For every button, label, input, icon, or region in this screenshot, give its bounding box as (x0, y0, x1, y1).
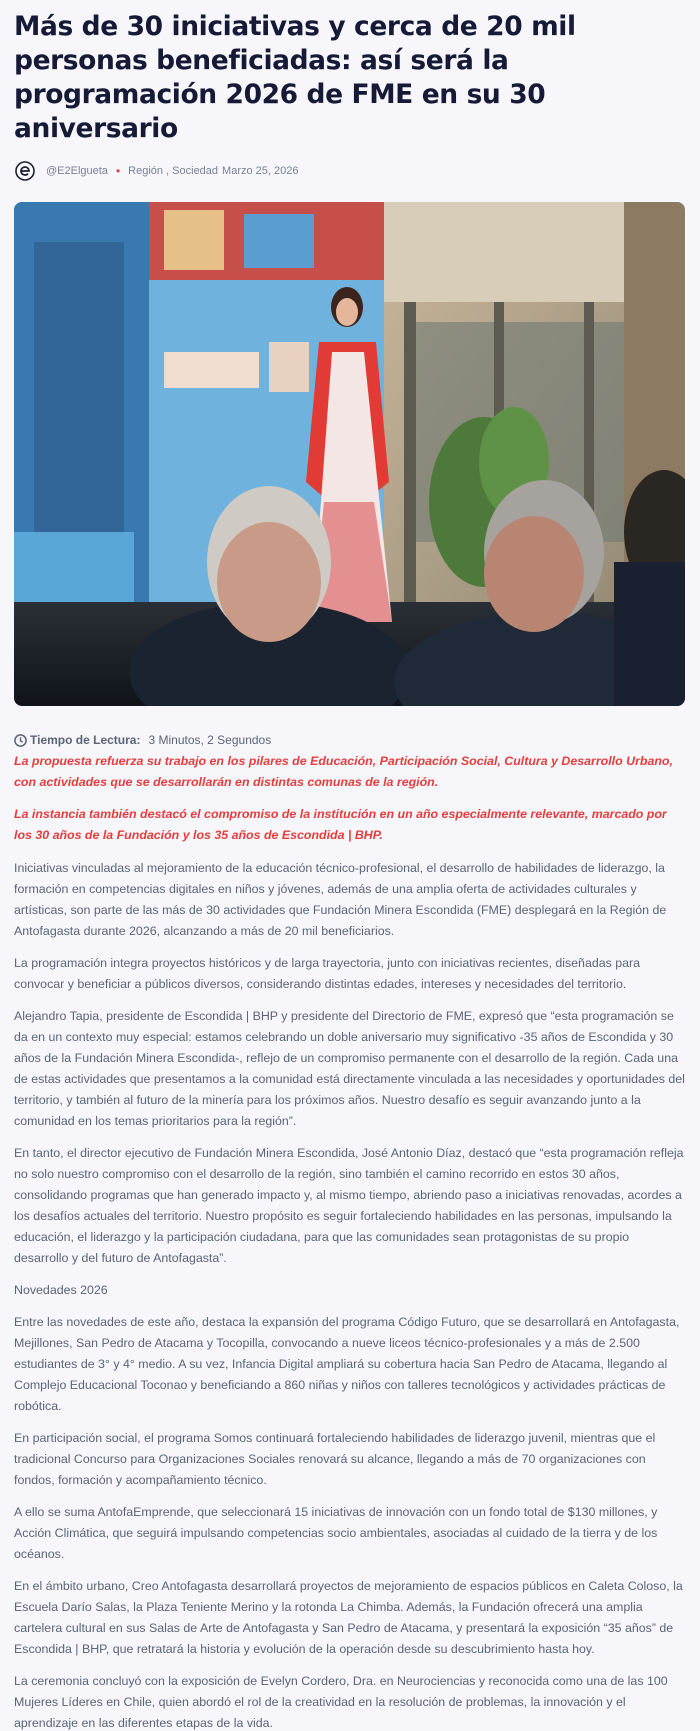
body-paragraph: La programación integra proyectos históricos y de larga trayectoria, junto con iniciativas recientes, diseñadas para convocar y beneficiar a públicos diversos, considerando distintas edades, intereses y necesidades del territorio. (14, 956, 641, 991)
author-link[interactable]: @E2Elgueta (46, 165, 108, 177)
hero-image (14, 202, 685, 706)
article-title: Más de 30 iniciativas y cerca de 20 mil personas beneficiadas: así será la programación 2026 de FME en su 30 aniversario (14, 11, 576, 144)
body-paragraph: Alejandro Tapia, presidente de Escondida | BHP y presidente del Directorio de FME, expresó que “esta programación se da en un contexto muy especial: estamos celebrando un doble aniversario muy significativo -35 años de Escondida y 30 años de la Fundación Minera Escondida-, reflejo de un compromiso permanente con el desarrollo de la región. Cada una de estas actividades que presentamos a la comunidad está directamente vinculada a las necesidades y oportunidades del territorio, y también al futuro de la minería para los próximos años. Nuestro desafío es seguir avanzando junto a la comunidad en los temas prioritarios para la región”. (14, 1009, 685, 1128)
body-paragraph: Entre las novedades de este año, destaca la expansión del programa Código Futuro, que se desarrollará en Antofagasta, Mejillones, San Pedro de Atacama y Tocopilla, convocando a nueve liceos técnico-profesionales y a más de 2.500 estudiantes de 3° y 4° medio. A su vez, Infancia Digital ampliará su cobertura hacia San Pedro de Atacama, llegando al Complejo Educacional Toconao y beneficiando a 860 niñas y niños con talleres tecnológicos y actividades prácticas de robótica. (14, 1315, 680, 1413)
author-avatar-icon[interactable] (14, 160, 36, 182)
body-paragraph: La ceremonia concluyó con la exposición de Evelyn Cordero, Dra. en Neurociencias y reconocida como una de las 100 Mujeres Líderes en Chile, quien abordó el rol de la creatividad en la resolución de problemas, la innovación y el aprendizaje en las diferentes etapas de la vida. (14, 1674, 668, 1730)
body-paragraph: En participación social, el programa Somos continuará fortaleciendo habilidades de liderazgo juvenil, mientras que el tradicional Concurso para Organizaciones Sociales renovará su alcance, llegando a más de 70 organizaciones con fondos, formación y acompañamiento técnico. (14, 1431, 656, 1487)
reading-time (14, 732, 686, 748)
lead-paragraph: La propuesta refuerza su trabajo en los pilares de Educación, Participación Social, Cultura y Desarrollo Urbano, con actividades que se desarrollarán en distintas comunas de la región. (14, 754, 673, 789)
publish-date: Marzo 25, 2026 (222, 165, 299, 177)
body-paragraph: En el ámbito urbano, Creo Antofagasta desarrollará proyectos de mejoramiento de espacios públicos en Caleta Coloso, la Escuela Darío Salas, la Plaza Teniente Merino y la rotonda La Chimba. Además, la Fundación ofrecerá una amplia cartelera cultural en sus Salas de Arte de Antofagasta y San Pedro de Atacama, y presentará la exposición “35 años” de Escondida | BHP, que retratará la historia y evolución de la operación desde su descubrimiento hasta hoy. (14, 1579, 683, 1656)
clock-icon (14, 734, 27, 747)
speaker-on-stage-photo-icon (14, 202, 685, 706)
lead-paragraph: La instancia también destacó el compromiso de la institución en un año especialmente relevante, marcado por los 30 años de la Fundación y los 35 años de Escondida | BHP. (14, 807, 667, 842)
section-subheading: Novedades 2026 (14, 1283, 108, 1297)
category-links[interactable]: Región , Sociedad (128, 165, 219, 177)
reading-time-label: Tiempo de Lectura: (30, 733, 141, 747)
article-meta (14, 160, 686, 182)
meta-separator: • (115, 164, 121, 178)
body-paragraph: En tanto, el director ejecutivo de Fundación Minera Escondida, José Antonio Díaz, destacó que “esta programación refleja no solo nuestro compromiso con el desarrollo de la región, sino también el camino recorrido en estos 30 años, consolidando programas que han generado impacto y, al mismo tiempo, abriendo paso a iniciativas renovadas, acordes a los desafíos actuales del territorio. Nuestro propósito es seguir fortaleciendo habilidades en las personas, impulsando la educación, el liderazgo y la participación ciudadana, para que las comunidades sean protagonistas de su propio desarrollo y del futuro de Antofagasta”. (14, 1146, 684, 1265)
body-paragraph: Iniciativas vinculadas al mejoramiento de la educación técnico-profesional, el desarrollo de habilidades de liderazgo, la formación en competencias digitales en niños y jóvenes, además de una amplia oferta de actividades culturales y artísticas, son parte de las más de 30 actividades que Fundación Minera Escondida (FME) desplegará en la Región de Antofagasta durante 2026, alcanzando a más de 20 mil beneficiarios. (14, 861, 667, 938)
reading-time-value: 3 Minutos, 2 Segundos (148, 733, 272, 747)
body-paragraph: A ello se suma AntofaEmprende, que seleccionará 15 iniciativas de innovación con un fondo total de $130 millones, y Acción Climática, que seguirá impulsando competencias socio ambientales, asociadas al cuidado de la tierra y de los océanos. (14, 1505, 658, 1561)
